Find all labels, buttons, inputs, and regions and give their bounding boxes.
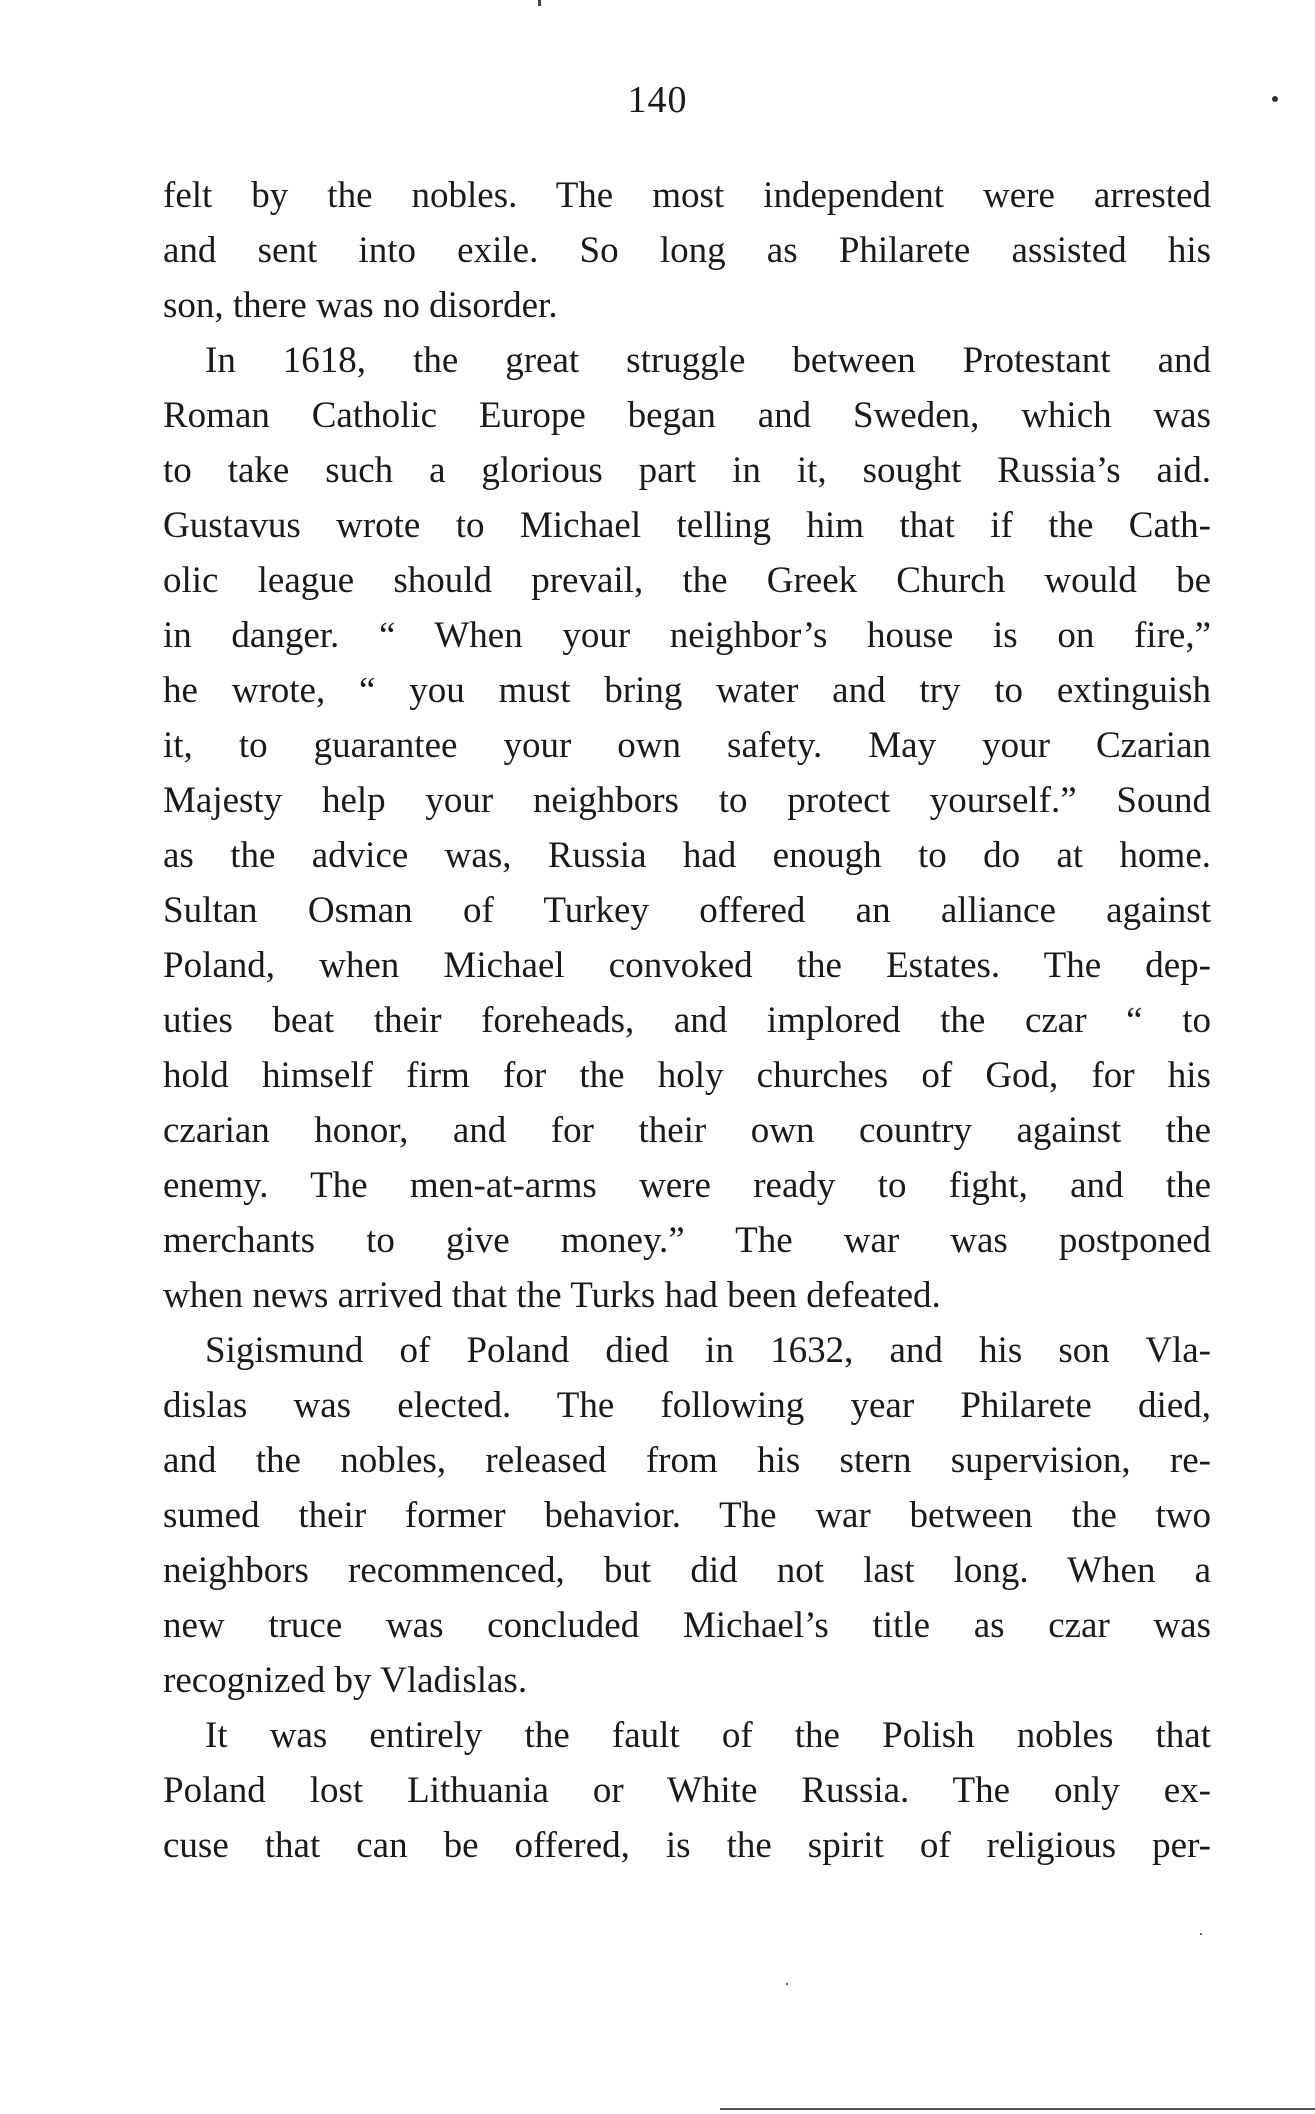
text-line: Roman Catholic Europe began and Sweden, which was bbox=[163, 395, 1211, 436]
text-line: felt by the nobles. The most independent were arrested bbox=[163, 175, 1211, 216]
text-line: Poland lost Lithuania or White Russia. The only ex- bbox=[163, 1770, 1211, 1811]
text-line: it, to guarantee your own safety. May your Czarian bbox=[163, 725, 1211, 766]
paragraph-polish-nobles bbox=[163, 1708, 1211, 1873]
text-line: as the advice was, Russia had enough to do at home. bbox=[163, 835, 1211, 876]
text-line: son, there was no disorder. bbox=[163, 285, 558, 326]
text-line: new truce was concluded Michael’s title as czar was bbox=[163, 1605, 1211, 1646]
text-line: to take such a glorious part in it, sought Russia’s aid. bbox=[163, 450, 1211, 491]
text-line: hold himself firm for the holy churches of God, for his bbox=[163, 1055, 1211, 1096]
text-line: Poland, when Michael convoked the Estates. The dep- bbox=[163, 945, 1211, 986]
text-line: neighbors recommenced, but did not last long. When a bbox=[163, 1550, 1211, 1591]
text-line: and sent into exile. So long as Philarete assisted his bbox=[163, 230, 1211, 271]
paragraph-sigismund bbox=[163, 1323, 1211, 1708]
text-line: Sultan Osman of Turkey offered an alliance against bbox=[163, 890, 1211, 931]
text-line: It was entirely the fault of the Polish nobles that bbox=[205, 1715, 1211, 1756]
page-number: 140 bbox=[627, 79, 688, 121]
paragraph-1618 bbox=[163, 333, 1211, 1323]
scan-edge-line bbox=[720, 2108, 1315, 2110]
text-line: recognized by Vladislas. bbox=[163, 1660, 528, 1701]
text-line: In 1618, the great struggle between Protestant and bbox=[205, 340, 1211, 381]
text-line: dislas was elected. The following year Philarete died, bbox=[163, 1385, 1211, 1426]
text-line: merchants to give money.” The war was postponed bbox=[163, 1220, 1211, 1261]
body-text bbox=[163, 168, 1211, 1873]
text-line: czarian honor, and for their own country against the bbox=[163, 1110, 1211, 1151]
text-line: Majesty help your neighbors to protect yourself.” Sound bbox=[163, 780, 1211, 821]
text-line: Gustavus wrote to Michael telling him that if the Cath- bbox=[163, 505, 1211, 546]
text-line: sumed their former behavior. The war between the two bbox=[163, 1495, 1211, 1536]
text-line: cuse that can be offered, is the spirit of religious per- bbox=[163, 1825, 1211, 1866]
text-line: in danger. “ When your neighbor’s house is on fire,” bbox=[163, 615, 1211, 656]
scan-mark-top bbox=[538, 0, 541, 6]
scan-speck bbox=[1200, 1933, 1202, 1935]
text-line: olic league should prevail, the Greek Church would be bbox=[163, 560, 1211, 601]
text-line: enemy. The men-at-arms were ready to fight, and the bbox=[163, 1165, 1211, 1206]
text-line: and the nobles, released from his stern supervision, re- bbox=[163, 1440, 1211, 1481]
scan-speck bbox=[786, 1983, 788, 1985]
text-line: he wrote, “ you must bring water and try to extinguish bbox=[163, 670, 1211, 711]
text-line: Sigismund of Poland died in 1632, and his son Vla- bbox=[205, 1330, 1211, 1371]
paragraph-continuation bbox=[163, 168, 1211, 333]
text-line: when news arrived that the Turks had been defeated. bbox=[163, 1275, 941, 1316]
text-line: uties beat their foreheads, and implored the czar “ to bbox=[163, 1000, 1211, 1041]
